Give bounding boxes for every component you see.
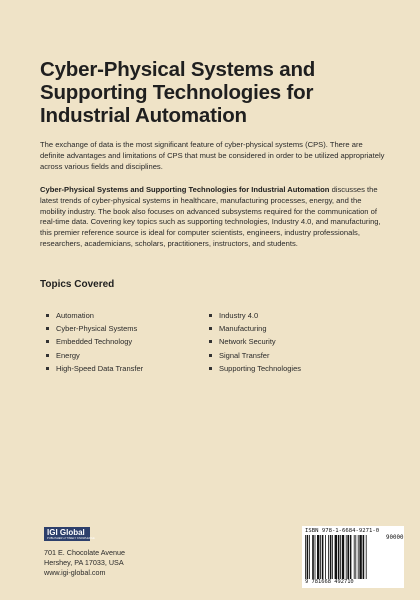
- ean-number: 9 781668 492710: [305, 579, 354, 585]
- topic-item: Industry 4.0: [209, 309, 301, 322]
- topic-item: Supporting Technologies: [209, 362, 301, 375]
- barcode-bar: [317, 535, 319, 579]
- barcode-bar: [315, 535, 316, 579]
- barcode-bar: [320, 535, 321, 579]
- topics-heading: Topics Covered: [40, 279, 115, 290]
- barcode-bar: [354, 535, 355, 579]
- barcode-bar: [347, 535, 349, 579]
- barcode-bar: [359, 535, 361, 579]
- barcode-bar: [307, 535, 309, 579]
- barcode-bar: [322, 535, 324, 579]
- topics-list-right: [209, 309, 301, 375]
- barcode-bar: [366, 535, 367, 579]
- address-line: Hershey, PA 17033, USA: [44, 558, 124, 567]
- barcode-bars: [305, 535, 383, 579]
- barcode-bar: [363, 535, 365, 579]
- logo-text: IGI Global: [47, 528, 85, 537]
- barcode-bar: [312, 535, 314, 579]
- barcode-bar: [338, 535, 340, 579]
- barcode-bar: [325, 535, 326, 579]
- isbn-barcode: [302, 526, 404, 588]
- topic-item: Automation: [46, 309, 143, 322]
- barcode-bar: [335, 535, 337, 579]
- barcode-bar: [328, 535, 329, 579]
- topic-item: Cyber-Physical Systems: [46, 322, 143, 335]
- topic-item: High-Speed Data Transfer: [46, 362, 143, 375]
- intro-paragraph: The exchange of data is the most significant feature of cyber-physical systems (CPS). There are definite advantages and limitations of CPS that must be considered in order to be utilized appropriately across various fields and disciplines.: [40, 140, 385, 171]
- address-line: 701 E. Chocolate Avenue: [44, 548, 125, 557]
- barcode-bar: [342, 535, 344, 579]
- barcode-bar: [346, 535, 347, 579]
- topic-item: Manufacturing: [209, 322, 301, 335]
- topic-item: Network Security: [209, 335, 301, 348]
- barcode-bar: [332, 535, 333, 579]
- barcode-bar: [350, 535, 352, 579]
- description-paragraph: [40, 185, 385, 250]
- price-code: 90000: [386, 535, 404, 541]
- barcode-bar: [330, 535, 332, 579]
- publisher-address: [44, 548, 125, 578]
- barcode-bar: [309, 535, 310, 579]
- topic-item: Energy: [46, 349, 143, 362]
- isbn-number: ISBN 978-1-6684-9271-0: [305, 528, 380, 534]
- logo-tagline: PUBLISHER of TIMELY KNOWLEDGE: [47, 536, 95, 540]
- barcode-bar: [305, 535, 306, 579]
- description-book-title: Cyber-Physical Systems and Supporting Technologies for Industrial Automation: [40, 185, 330, 194]
- description-text: discusses the latest trends of cyber-physical systems in healthcare, manufacturing processes, energy, and the mobility industry. The book also focuses on advanced subsystems required for the communication of real-time data. Covering key topics such as supporting technologies, Industry 4.0, and manufacturing, this premier reference source is ideal for computer scientists, engineers, industry professionals, researchers, academicians, scholars, practitioners, instructors, and students.: [40, 185, 381, 248]
- barcode-bar: [355, 535, 356, 579]
- topic-item: Signal Transfer: [209, 349, 301, 362]
- book-title: Cyber-Physical Systems and Supporting Technologies for Industrial Automation: [40, 58, 316, 127]
- barcode-bar: [358, 535, 359, 579]
- barcode-bar: [340, 535, 341, 579]
- topic-item: Embedded Technology: [46, 335, 143, 348]
- publisher-website: www.igi-global.com: [44, 568, 106, 577]
- topics-list-left: [46, 309, 143, 375]
- igi-global-logo: [44, 527, 95, 541]
